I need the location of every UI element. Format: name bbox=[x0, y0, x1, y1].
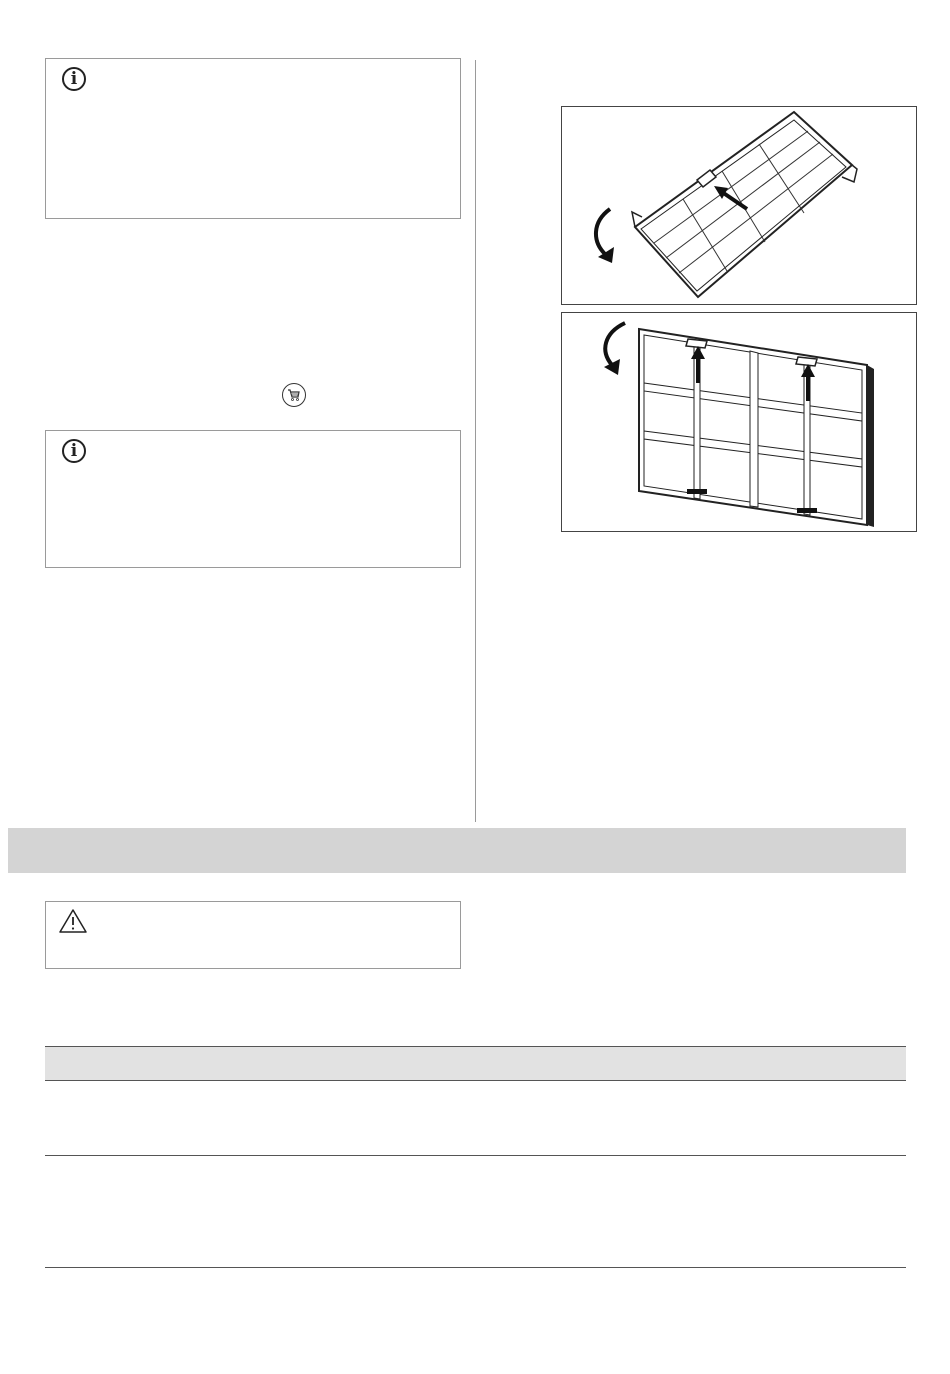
table-row-divider bbox=[45, 1155, 906, 1156]
figure-filter-removal-top bbox=[561, 106, 917, 305]
warning-triangle-icon bbox=[58, 908, 88, 934]
shopping-cart-icon bbox=[282, 383, 306, 407]
table-bottom-border bbox=[45, 1267, 906, 1268]
info-icon: i bbox=[62, 439, 86, 463]
info-icon: i bbox=[62, 67, 86, 91]
figure-filter-removal-bottom bbox=[561, 312, 917, 532]
info-box-2 bbox=[45, 430, 461, 568]
table-header bbox=[45, 1046, 906, 1081]
column-divider bbox=[475, 60, 476, 822]
warning-box bbox=[45, 901, 461, 969]
section-header-bar bbox=[8, 828, 906, 873]
info-box-1 bbox=[45, 58, 461, 219]
